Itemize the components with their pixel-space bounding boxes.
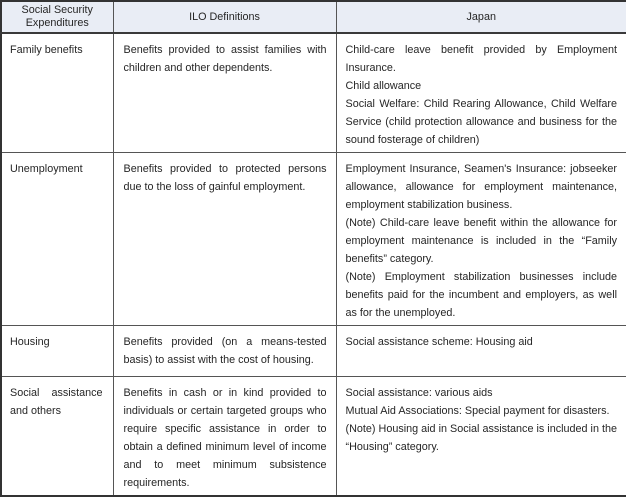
japan-cell-unemployment: [336, 153, 626, 326]
header-cell-japan: Japan: [336, 1, 626, 33]
category-cell-housing: Housing: [1, 326, 113, 377]
category-cell-social-assistance-and-others: Social assistance and others: [1, 377, 113, 497]
table-row-social-assistance-and-others: [1, 377, 626, 497]
table-header-row: [1, 1, 626, 33]
japan-cell-family-benefits: [336, 33, 626, 153]
japan-item: Social assistance scheme: Housing aid: [345, 336, 533, 348]
table-row-housing: [1, 326, 626, 377]
table-row-family-benefits: [1, 33, 626, 153]
table-row-unemployment: [1, 153, 626, 326]
japan-item: (Note) Housing aid in Social assistance is included in the “Housing” category.: [345, 423, 617, 453]
japan-item: (Note) Child-care leave benefit within the allowance for employment maintenance is included in the “Family benefits” category.: [345, 217, 617, 265]
japan-cell-housing: [336, 326, 626, 377]
ilo-definition-cell-social-assistance-and-others: Benefits in cash or in kind provided to individuals or certain targeted groups who require specific assistance in order to obtain a defined minimum level of income and to meet minimum subsistence requirements.: [113, 377, 336, 497]
category-cell-family-benefits: Family benefits: [1, 33, 113, 153]
japan-item: Employment Insurance, Seamen's Insurance: jobseeker allowance, allowance for employment maintenance, employment stabilization business.: [345, 163, 617, 211]
header-cell-ilo-definitions: ILO Definitions: [113, 1, 336, 33]
category-cell-unemployment: Unemployment: [1, 153, 113, 326]
japan-item: Child allowance: [345, 80, 422, 92]
header-cell-social-security-expenditures: Social Security Expenditures: [1, 1, 113, 33]
japan-item: Social assistance: various aids: [345, 387, 493, 399]
japan-item: Child-care leave benefit provided by Employment Insurance.: [345, 44, 617, 74]
ilo-definition-cell-unemployment: Benefits provided to protected persons due to the loss of gainful employment.: [113, 153, 336, 326]
japan-item: Mutual Aid Associations: Special payment for disasters.: [345, 405, 610, 417]
japan-cell-social-assistance-and-others: [336, 377, 626, 497]
japan-item: Social Welfare: Child Rearing Allowance, Child Welfare Service (child protection allowance and business for the sound fosterage of children): [345, 98, 617, 146]
japan-item: (Note) Employment stabilization businesses include benefits paid for the incumbent and employers, as well as for the unemployed.: [345, 271, 617, 319]
ilo-definition-cell-housing: Benefits provided (on a means-tested basis) to assist with the cost of housing.: [113, 326, 336, 377]
ilo-definition-cell-family-benefits: Benefits provided to assist families with children and other dependents.: [113, 33, 336, 153]
